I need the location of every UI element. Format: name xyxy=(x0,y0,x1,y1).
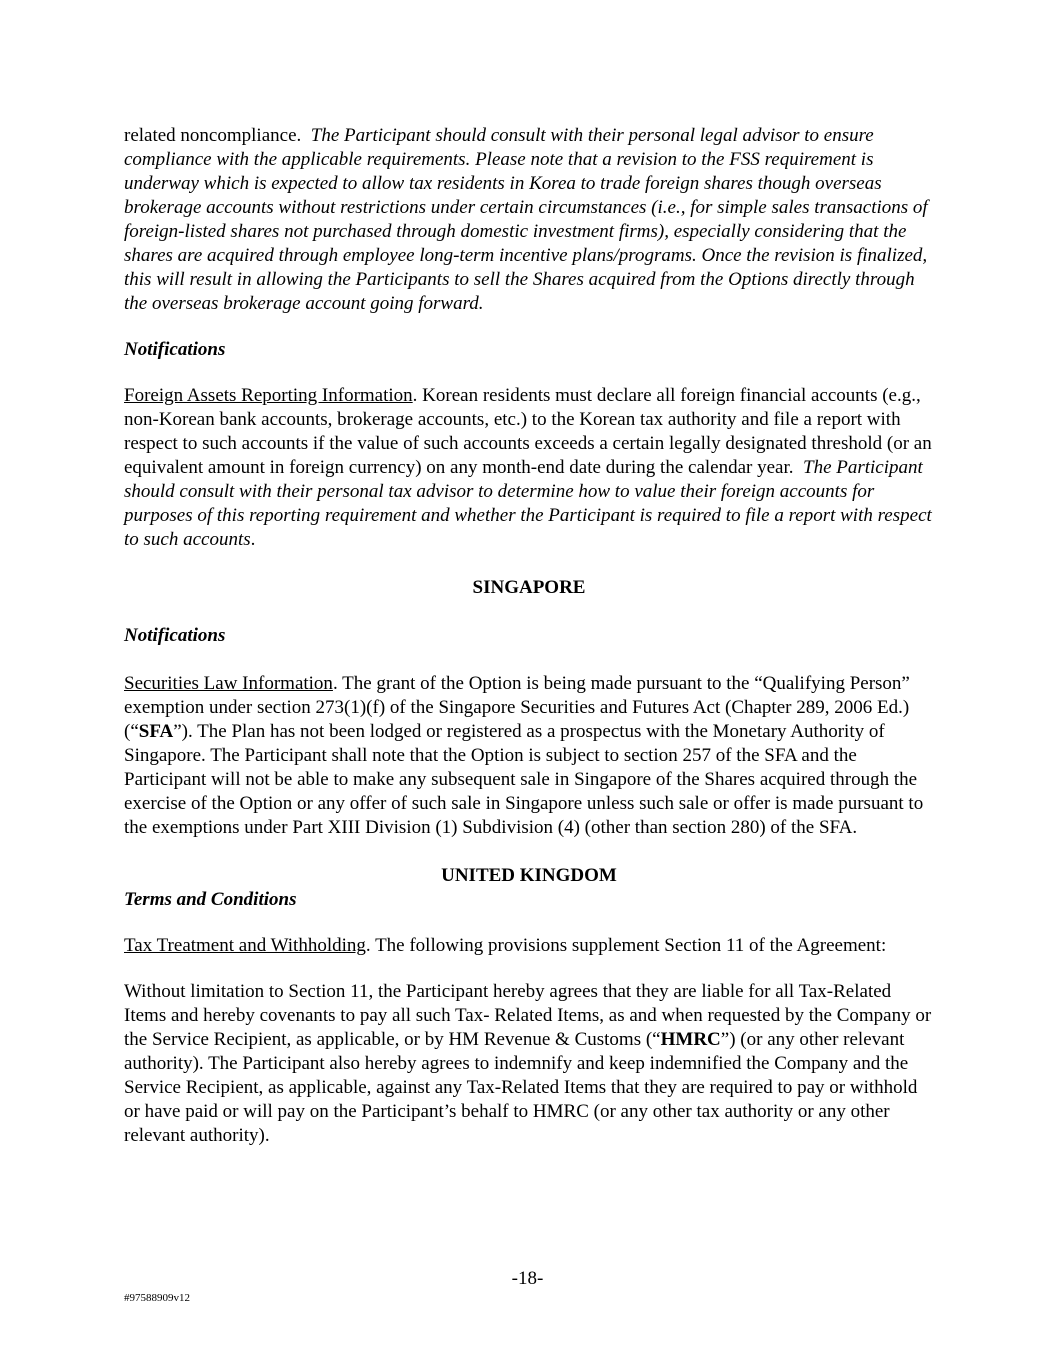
document-id: #97588909v12 xyxy=(124,1292,190,1304)
singapore-heading: SINGAPORE xyxy=(472,577,586,598)
uk-liability-paragraph: Without limitation to Section 11, the Participant hereby agrees that they are liable for all Tax-Related Items and hereby covenants to pay all such Tax- Related Items, as and when requested by the Company or the Service Recipient, as applicable, or by HM Revenue & Customs (“HMRC”) (or any other relevant authority). The Participant also hereby agrees to indemnify and keep indemnified the Company and the Service Recipient, as applicable, against any Tax-Related Items that they are required to pay or withhold or have paid or will pay on the Participant’s behalf to HMRC (or any other tax authority or any other relevant authority). xyxy=(124,981,932,1146)
korea-notifications-heading: Notifications xyxy=(124,339,226,360)
uk-terms-heading: Terms and Conditions xyxy=(124,889,297,910)
singapore-securities-paragraph: Securities Law Information. The grant of the Option is being made pursuant to the “Qualifying Person” exemption under section 273(1)(f) of the Singapore Securities and Futures Act (Chapter 289, 2006 Ed.) (“SFA”). The Plan has not been lodged or registered as a prospectus with the Monetary Authority of Singapore. The Participant shall note that the Option is subject to section 257 of the SFA and the Participant will not be able to make any subsequent sale in Singapore of the Shares acquired through the exercise of the Option or any offer of such sale in Singapore unless such sale or offer is made pursuant to the exemptions under Part XIII Division (1) Subdivision (4) (other than section 280) of the SFA. xyxy=(124,673,924,838)
document-page xyxy=(124,124,934,1148)
page-number: -18- xyxy=(511,1268,544,1289)
korea-foreign-assets-paragraph: Foreign Assets Reporting Information. Korean residents must declare all foreign financial accounts (e.g., non-Korean bank accounts, brokerage accounts, etc.) to the Korean tax authority and file a report with respect to such accounts if the value of such accounts exceeds a certain legally designated threshold (or an equivalent amount in foreign currency) on any month-end date during the calendar year. The Participant should consult with their personal tax advisor to determine how to value their foreign accounts for purposes of this reporting requirement and whether the Participant is required to file a report with respect to such accounts. xyxy=(124,385,932,550)
uk-heading: UNITED KINGDOM xyxy=(441,865,617,886)
korea-paragraph-noncompliance: related noncompliance. The Participant should consult with their personal legal advisor to ensure compliance with the applicable requirements. Please note that a revision to the FSS requirement is underway which is expected to allow tax residents in Korea to trade foreign shares though overseas brokerage accounts without restrictions under certain circumstances (i.e., for simple sales transactions of foreign-listed shares not purchased through domestic investment firms), especially considering that the shares are acquired through employee long-term incentive plans/programs. Once the revision is finalized, this will result in allowing the Participants to sell the Shares acquired from the Options directly through the overseas brokerage account going forward. xyxy=(124,125,928,314)
singapore-notifications-heading: Notifications xyxy=(124,625,226,646)
uk-tax-treatment-paragraph: Tax Treatment and Withholding. The following provisions supplement Section 11 of the Agreement: xyxy=(124,935,887,956)
